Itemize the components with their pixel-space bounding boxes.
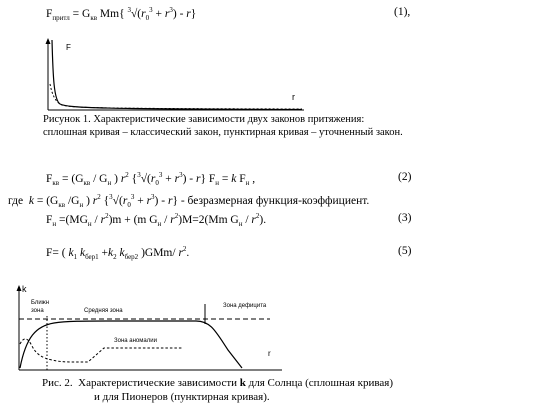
- equation-5: F= ( $k_1$ $k_{бер1} +k_2$ $k_{бер2}$ )GMm/ $r^2$.: [46, 245, 190, 262]
- equation-5-number: (5): [398, 245, 412, 257]
- figure-1-x-label: r: [292, 92, 295, 102]
- figure-1-caption-line-2: сплошная кривая – классический закон, пунктирная кривая – уточненный закон.: [43, 127, 403, 138]
- figure-2-x-label: r: [268, 349, 271, 358]
- figure-2-near-zone-label-1: Ближн: [31, 300, 50, 306]
- figure-2-deficit-zone-label: Зона дефицита: [223, 303, 267, 309]
- figure-2-caption-line-2: и для Пионеров (пунктирная кривая).: [94, 391, 270, 403]
- figure-2-near-zone-label-2: зона: [31, 308, 44, 314]
- figure-1-classic-curve: [52, 40, 302, 110]
- figure-2-y-label: k: [22, 284, 27, 294]
- equation-2-number: (2): [398, 171, 412, 183]
- figure-2-y-arrow: [17, 285, 22, 291]
- equation-2: $F_{кв} = (G_{кв} / G_н$ ) $r^2$ $\{^3√(r_0^3 + r^3) - r\} F_н = k$ $F_н$ ,: [46, 171, 256, 188]
- figure-1-plot: [40, 38, 310, 112]
- equation-k-definition: где $k = (G_{кв}$ $/G_н$ ) $r^2$ $\{^3√(r_0^3 + r^3) - r\}$ - безразмерная функция-коэффициент.: [8, 193, 370, 210]
- equation-1: $F_{притл} = G_{кв}$ Mm{ $^3√(r_0^3 + r^3) - r$}: [46, 6, 197, 23]
- equation-3: $F_н =(MG_н / r^2)m + (m$ $G_н / r^2)M=2(Mm$ $G_н / r^2$).: [46, 212, 267, 229]
- figure-1-y-label: F: [66, 43, 71, 52]
- figure-2-anomaly-zone-label: Зона аномалии: [114, 338, 157, 344]
- figure-2-pioneer-curve: [20, 339, 182, 362]
- figure-2-middle-zone-label: Средняя зона: [84, 308, 123, 314]
- figure-2-sun-curve: [20, 321, 242, 368]
- figure-2-caption-line-1: Рис. 2. Характеристические зависимости k для Солнца (сплошная кривая): [42, 377, 393, 389]
- figure-2-plot: [6, 282, 290, 372]
- equation-3-number: (3): [398, 212, 412, 224]
- equation-1-number: (1),: [394, 6, 411, 18]
- figure-1-y-arrow: [46, 38, 51, 44]
- figure-1-caption-line-1: Рисунок 1. Характеристические зависимости двух законов притяжения:: [43, 114, 365, 125]
- figure-1-refined-curve: [50, 84, 302, 109]
